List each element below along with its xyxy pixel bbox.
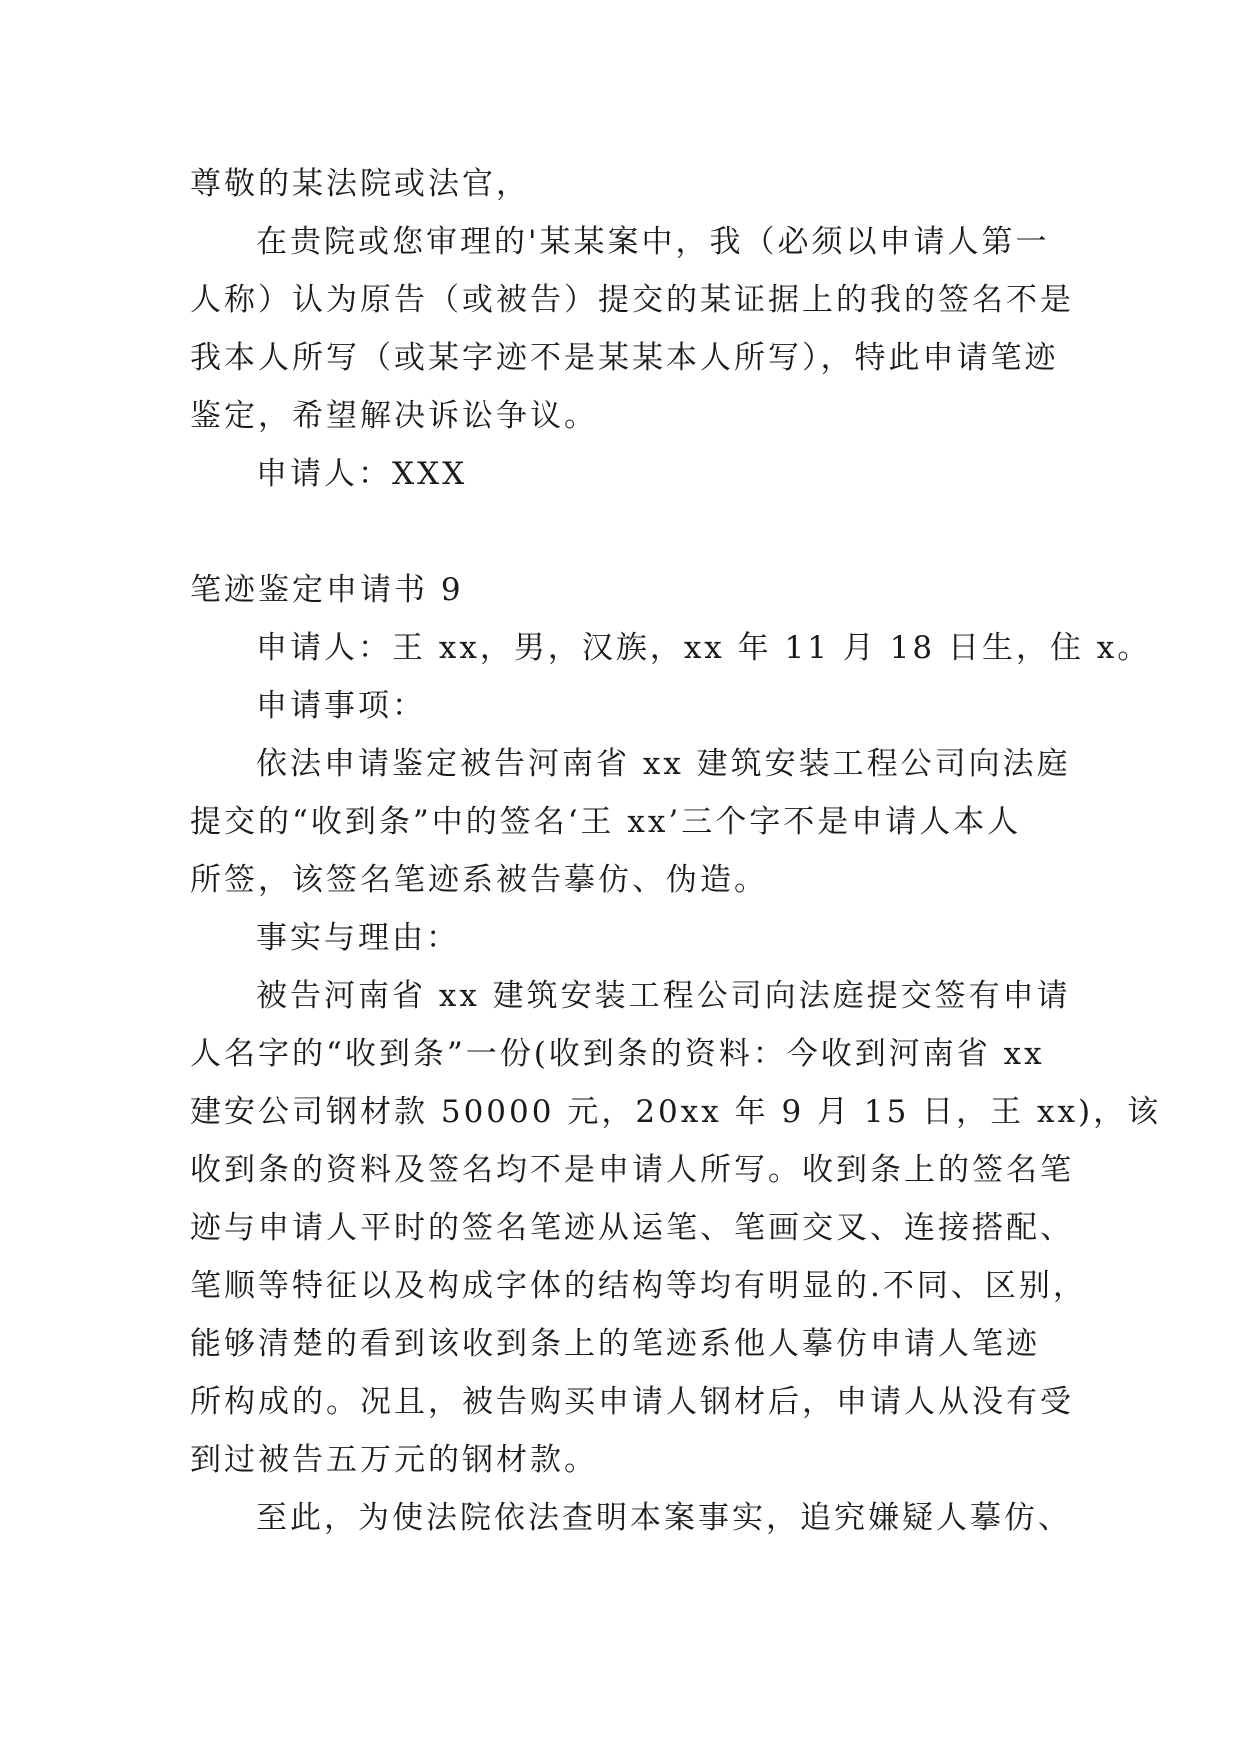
paragraph-line: 迹与申请人平时的签名笔迹从运笔、笔画交叉、连接搭配、: [190, 1210, 1074, 1246]
paragraph-line: 鉴定，希望解决诉讼争议。: [190, 398, 598, 434]
paragraph-line: 笔顺等特征以及构成字体的结构等均有明显的.不同、区别，: [190, 1268, 1087, 1304]
paragraph-line: 建安公司钢材款 50000 元，20xx 年 9 月 15 日，王 xx)，该: [190, 1094, 1162, 1130]
paragraph-line: 所构成的。况且，被告购买申请人钢材后，申请人从没有受: [190, 1384, 1074, 1420]
section-heading: 申请事项：: [256, 688, 426, 724]
salutation: 尊敬的某法院或法官，: [190, 166, 530, 202]
section-title: 笔迹鉴定申请书 9: [190, 572, 464, 608]
paragraph-line: 在贵院或您审理的'某某案中，我（必须以申请人第一: [256, 224, 1050, 260]
paragraph-line: 能够清楚的看到该收到条上的笔迹系他人摹仿申请人笔迹: [190, 1326, 1040, 1362]
paragraph-line: 人名字的“收到条”一份(收到条的资料：今收到河南省 xx: [190, 1036, 1045, 1072]
section-gap: [190, 503, 1070, 561]
paragraph-line: 至此，为使法院依法查明本案事实，追究嫌疑人摹仿、: [256, 1500, 1072, 1536]
applicant-info: 申请人：王 xx，男，汉族，xx 年 11 月 18 日生，住 x。: [256, 630, 1152, 666]
paragraph-line: 所签，该签名笔迹系被告摹仿、伪造。: [190, 862, 768, 898]
paragraph-line: 被告河南省 xx 建筑安装工程公司向法庭提交签有申请: [256, 978, 1071, 1014]
section-heading: 事实与理由：: [256, 920, 460, 956]
paragraph-line: 我本人所写（或某字迹不是某某本人所写），特此申请笔迹: [190, 340, 1059, 376]
paragraph-line: 收到条的资料及签名均不是申请人所写。收到条上的签名笔: [190, 1152, 1074, 1188]
paragraph-line: 依法申请鉴定被告河南省 xx 建筑安装工程公司向法庭: [256, 746, 1071, 782]
applicant-signature: 申请人：XXX: [256, 456, 468, 492]
paragraph-line: 提交的“收到条”中的签名‘王 xx’三个字不是申请人本人: [190, 804, 1022, 840]
paragraph-line: 人称）认为原告（或被告）提交的某证据上的我的签名不是: [190, 282, 1074, 318]
document-body: [190, 155, 1162, 1547]
paragraph-line: 到过被告五万元的钢材款。: [190, 1442, 598, 1478]
